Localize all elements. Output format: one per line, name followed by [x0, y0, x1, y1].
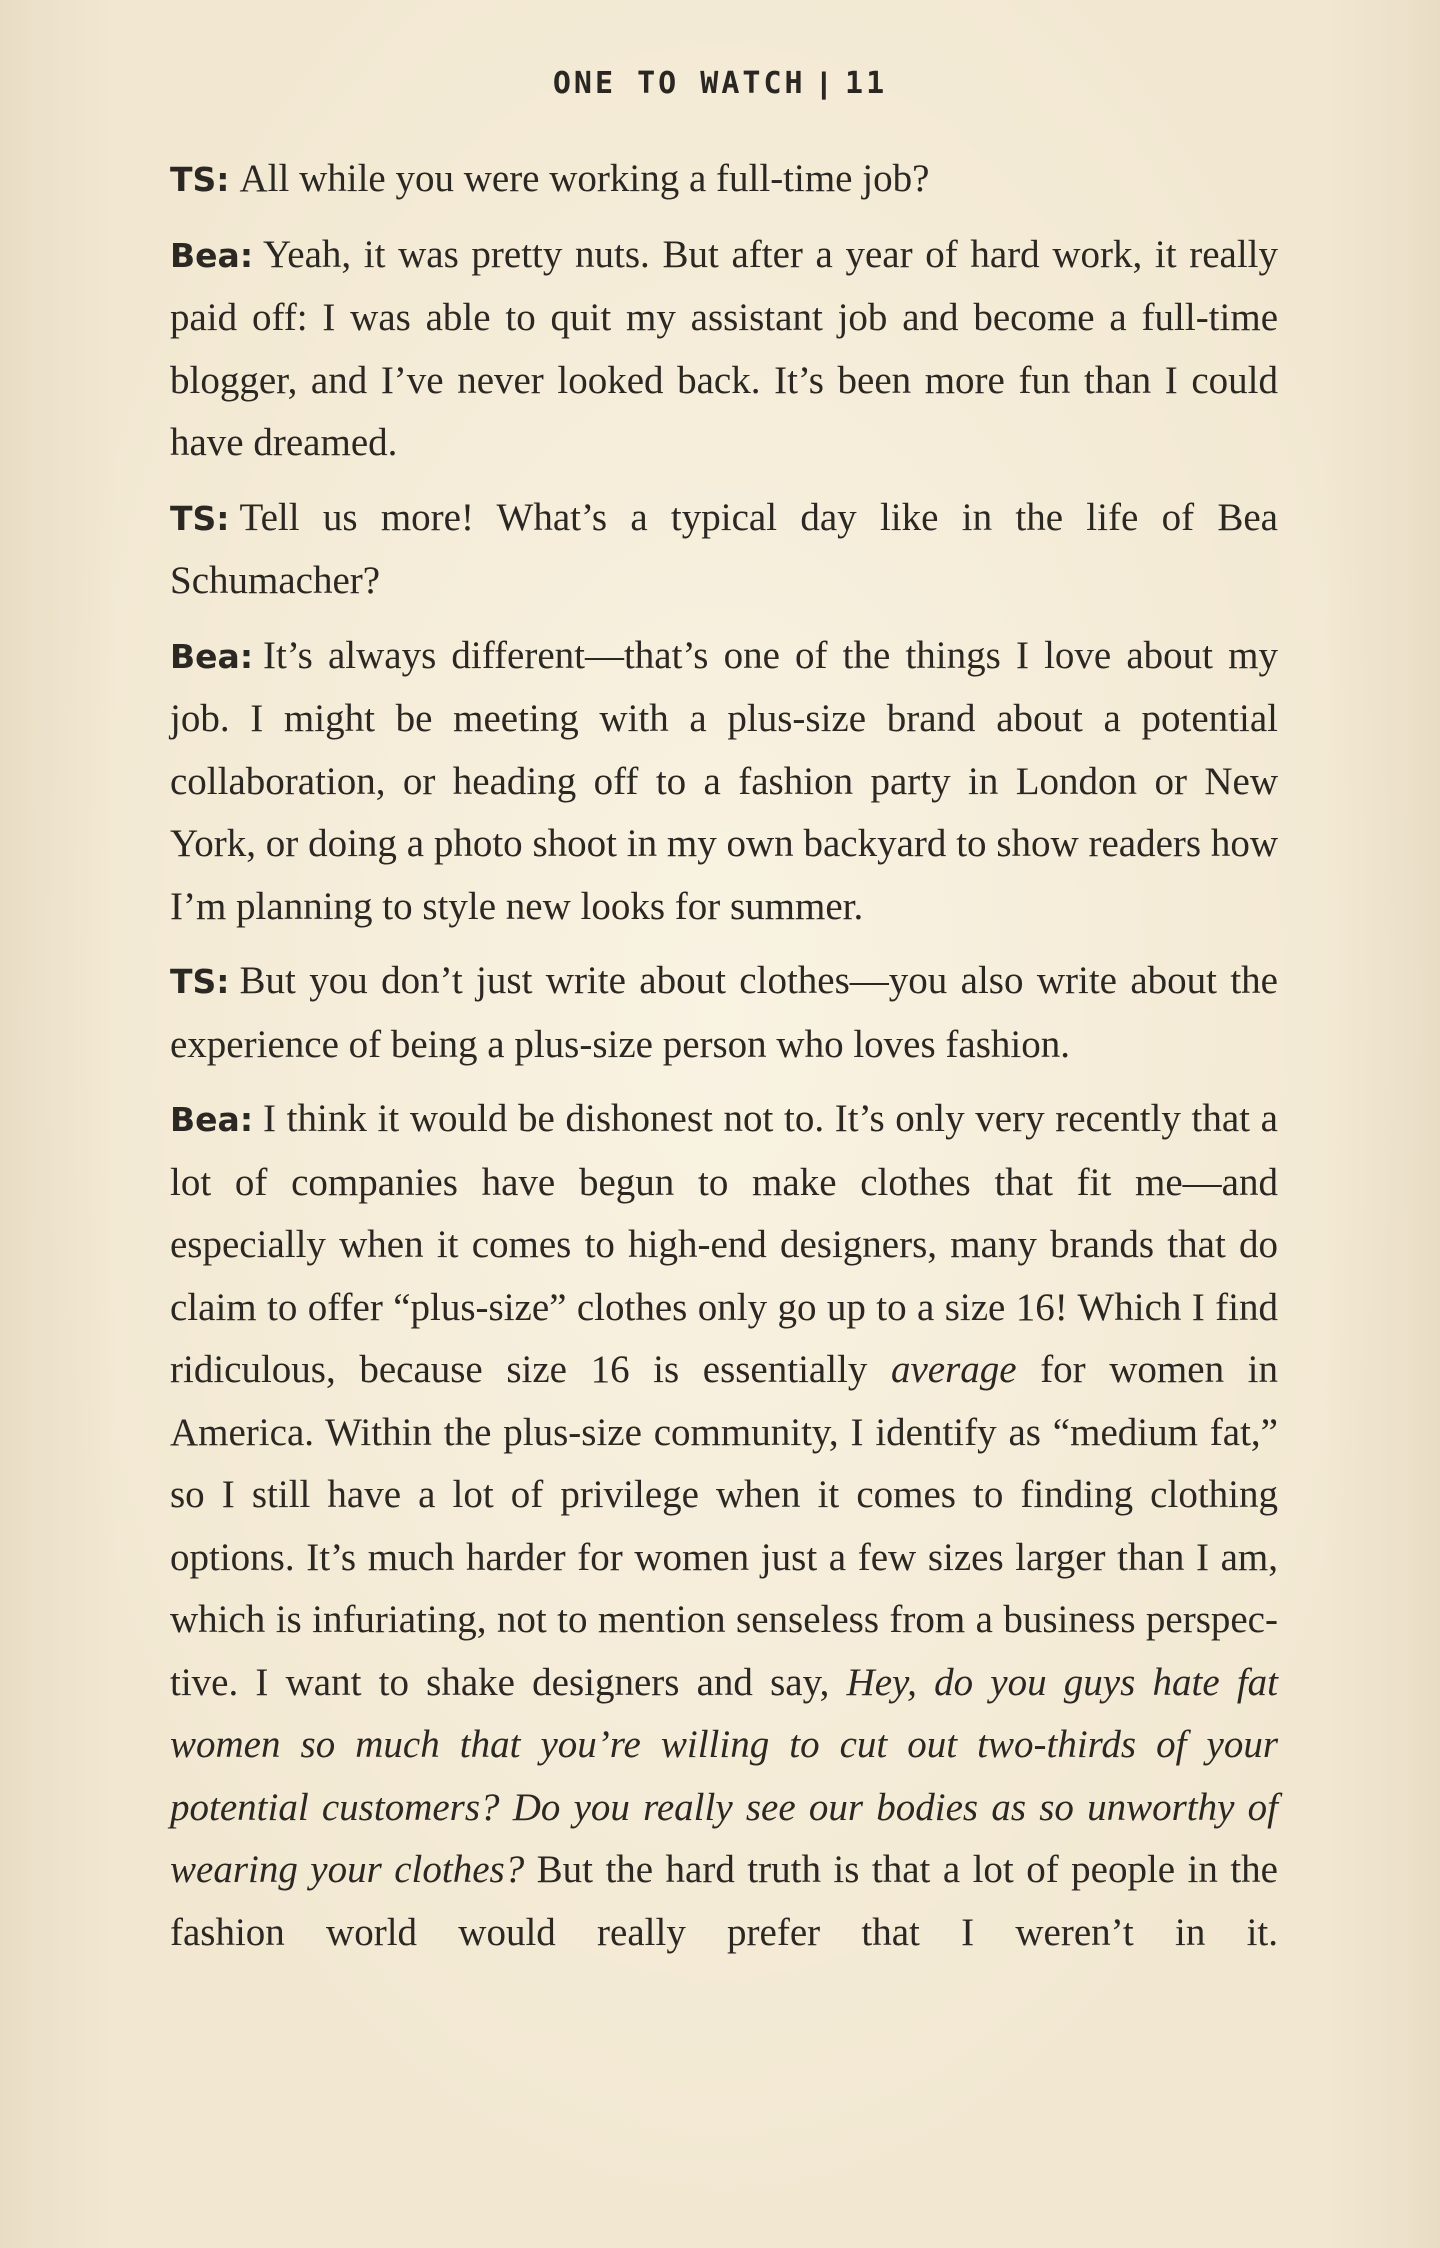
page-number: 11: [845, 66, 888, 101]
section-title: ONE TO WATCH: [552, 66, 806, 101]
speaker-colon: :: [216, 160, 230, 199]
paragraph-text: It’s always different—that’s one of the things I love about my job. I might be meeting with a plus-size brand about a potential collaboration, or heading off to a fashion party in London or New York, or doing a photo shoot in my own backyard to show readers how I’m planning to style new looks for summer.: [170, 633, 1278, 928]
running-header: [0, 66, 1440, 101]
header-separator: |: [819, 67, 832, 100]
interview-paragraph: [170, 1088, 1278, 1964]
interview-body: [170, 148, 1278, 1976]
paragraph-text: Tell us more! What’s a typical day like in the life of Bea Schumacher?: [170, 495, 1278, 602]
speaker-label: TS: [170, 160, 217, 199]
speaker-colon: :: [239, 1100, 254, 1139]
speaker-colon: :: [216, 498, 230, 538]
paragraph-text: for women in America. Within the plus-size community, I identify as “medium fat,” so I still have a lot of privilege when it comes to finding clothing options. It’s much harder for women just a few sizes larger than I am, which is infuriating, not to mention senseless from a business perspective. I want to shake designers and say,: [170, 1348, 1278, 1704]
italic-emphasis: average: [890, 1348, 1017, 1391]
italic-emphasis: Hey, do you guys hate fat women so much that you’re willing to cut out two-thirds of your potential customers? Do you really see our bodies as so unworthy of wearing your clothes?: [170, 1660, 1278, 1891]
speaker-label: Bea: [170, 1100, 240, 1139]
speaker-colon: :: [216, 962, 230, 1001]
paragraph-text: I think it would be dishonest not to. It’s only very recently that a lot of companies have begun to make clothes that fit me—and especially when it comes to high-end designers, many brands that do claim to offer “plus-size” clothes only go up to a size 16! Which I find ridiculous, because size 16 is essentially: [170, 1097, 1278, 1391]
interview-paragraph: [170, 625, 1278, 939]
interview-paragraph: [170, 487, 1278, 613]
speaker-label: TS: [170, 962, 217, 1001]
interview-paragraph: [170, 148, 1278, 212]
speaker-colon: :: [239, 636, 254, 676]
speaker-colon: :: [239, 235, 254, 275]
speaker-label: Bea: [170, 235, 240, 275]
paragraph-text: Yeah, it was pretty nuts. But after a year of hard work, it really paid off: I was able to quit my assistant job and become a full-time blogger, and I’ve never looked back. It’s been more fun than I could have dreamed.: [170, 232, 1278, 464]
speaker-label: Bea: [170, 636, 240, 676]
paragraph-text: All while you were working a full-time job?: [239, 157, 930, 200]
paragraph-text: But you don’t just write about clothes—you also write about the experience of being a plus-size person who loves fashion.: [170, 959, 1278, 1066]
interview-paragraph: [170, 950, 1278, 1076]
paragraph-text: But the hard truth is that a lot of people in the fashion world would really prefer that I weren’t in it.: [170, 1848, 1278, 1954]
interview-paragraph: [170, 224, 1278, 475]
speaker-label: TS: [170, 498, 217, 538]
